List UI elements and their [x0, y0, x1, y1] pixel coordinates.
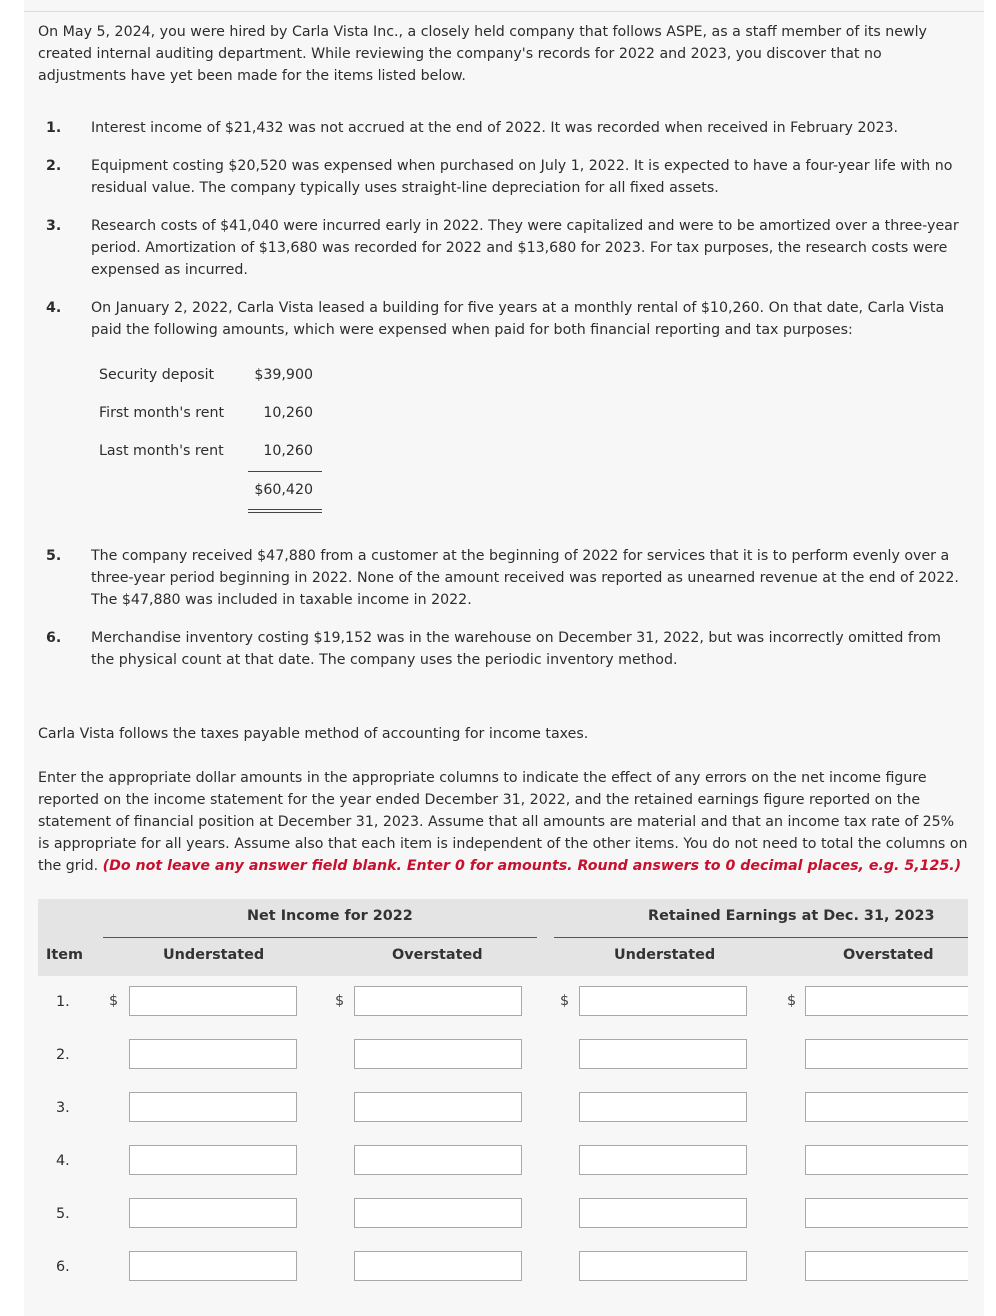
- taxes-note: Carla Vista follows the taxes payable method of accounting for income taxes.: [38, 726, 589, 742]
- retained-earnings-group-header: Retained Earnings at Dec. 31, 2023: [648, 908, 935, 924]
- item-column-header: Item: [46, 947, 83, 963]
- item-text: Interest income of $21,432 was not accrued at the end of 2022. It was recorded when received in February 2023.: [91, 120, 899, 136]
- item-number: 5.: [46, 548, 62, 564]
- ni-overstated-input[interactable]: [354, 1092, 522, 1122]
- lease-label: Last month's rent: [99, 443, 224, 459]
- re-understated-input[interactable]: [579, 1198, 747, 1228]
- ni-overstated-header: Overstated: [392, 947, 483, 963]
- ni-overstated-input[interactable]: [354, 1251, 522, 1281]
- item-text: Research costs of $41,040 were incurred early in 2022. They were capitalized and were to be amortized over a three-year period. Amortization of $13,680 was recorded for 2022 and $13,680 for 2023. For tax purposes, the research costs were expensed as incurred.: [91, 218, 959, 278]
- re-overstated-input[interactable]: [805, 1198, 968, 1228]
- ni-understated-header: Understated: [163, 947, 265, 963]
- lease-value: 10,260: [263, 443, 313, 459]
- currency-symbol: $: [560, 993, 570, 1009]
- instructions: [38, 767, 968, 877]
- group-underline: [103, 937, 537, 938]
- ni-understated-input[interactable]: [129, 986, 297, 1016]
- item-number: 4.: [46, 300, 62, 316]
- re-understated-input[interactable]: [579, 1039, 747, 1069]
- lease-value: $39,900: [254, 367, 313, 383]
- re-understated-header: Understated: [614, 947, 716, 963]
- re-understated-input[interactable]: [579, 986, 747, 1016]
- lease-label: Security deposit: [99, 367, 215, 383]
- item-number: 2.: [46, 158, 62, 174]
- row-label: 1.: [56, 994, 70, 1010]
- item-text: Merchandise inventory costing $19,152 was in the warehouse on December 31, 2022, but was incorrectly omitted from the physical count at that date. The company uses the periodic inventory method.: [91, 630, 941, 668]
- total-double-rule: [248, 512, 322, 513]
- currency-symbol: $: [787, 993, 797, 1009]
- item-text: The company received $47,880 from a customer at the beginning of 2022 for services that it is to perform evenly over a three-year period beginning in 2022. None of the amount received was reported as unearned revenue at the end of 2022. The $47,880 was included in taxable income in 2022.: [91, 548, 959, 608]
- ni-overstated-input[interactable]: [354, 986, 522, 1016]
- ni-understated-input[interactable]: [129, 1145, 297, 1175]
- instructions-text: Enter the appropriate dollar amounts in the appropriate columns to indicate the effect of any errors on the net income figure reported on the income statement for the year ended December 31, 2022, and the retained earnings figure reported on the statement of financial position at December 31, 2023. Assume that all amounts are material and that an income tax rate of 25% is appropriate for all years. Assume also that each item is independent of the other items. You do not need to total the columns on the grid.: [38, 770, 968, 874]
- ni-understated-input[interactable]: [129, 1198, 297, 1228]
- item-number: 1.: [46, 120, 62, 136]
- row-label: 5.: [56, 1206, 70, 1222]
- lease-total: $60,420: [254, 482, 313, 498]
- re-overstated-input[interactable]: [805, 1039, 968, 1069]
- re-overstated-input[interactable]: [805, 1251, 968, 1281]
- subtotal-rule: [248, 471, 322, 472]
- divider: [24, 11, 984, 12]
- row-label: 2.: [56, 1047, 70, 1063]
- ni-understated-input[interactable]: [129, 1251, 297, 1281]
- lease-label: First month's rent: [99, 405, 225, 421]
- re-understated-input[interactable]: [579, 1145, 747, 1175]
- currency-symbol: $: [109, 993, 119, 1009]
- ni-overstated-input[interactable]: [354, 1198, 522, 1228]
- item-text: On January 2, 2022, Carla Vista leased a building for five years at a monthly rental of $10,260. On that date, Carla Vista paid the following amounts, which were expensed when paid for both financial reporting and tax purposes:: [91, 300, 945, 338]
- net-income-group-header: Net Income for 2022: [247, 908, 413, 924]
- ni-overstated-input[interactable]: [354, 1039, 522, 1069]
- ni-understated-input[interactable]: [129, 1092, 297, 1122]
- ni-understated-input[interactable]: [129, 1039, 297, 1069]
- instructions-warning: (Do not leave any answer field blank. Enter 0 for amounts. Round answers to 0 decimal places, e.g. 5,125.): [102, 858, 962, 874]
- ni-overstated-input[interactable]: [354, 1145, 522, 1175]
- problem-intro: On May 5, 2024, you were hired by Carla Vista Inc., a closely held company that follows ASPE, as a staff member of its newly created internal auditing department. While reviewing the company's records for 2022 and 2023, you discover that no adjustments have yet been made for the items listed below.: [38, 24, 927, 84]
- re-understated-input[interactable]: [579, 1092, 747, 1122]
- total-double-rule: [248, 509, 322, 510]
- row-label: 4.: [56, 1153, 70, 1169]
- row-label: 3.: [56, 1100, 70, 1116]
- re-understated-input[interactable]: [579, 1251, 747, 1281]
- group-underline: [554, 937, 968, 938]
- item-number: 6.: [46, 630, 62, 646]
- lease-value: 10,260: [263, 405, 313, 421]
- re-overstated-input[interactable]: [805, 1092, 968, 1122]
- re-overstated-input[interactable]: [805, 986, 968, 1016]
- item-number: 3.: [46, 218, 62, 234]
- re-overstated-header: Overstated: [843, 947, 934, 963]
- item-text: Equipment costing $20,520 was expensed when purchased on July 1, 2022. It is expected to have a four-year life with no residual value. The company typically uses straight-line depreciation for all fixed assets.: [91, 158, 953, 196]
- currency-symbol: $: [335, 993, 345, 1009]
- re-overstated-input[interactable]: [805, 1145, 968, 1175]
- row-label: 6.: [56, 1259, 70, 1275]
